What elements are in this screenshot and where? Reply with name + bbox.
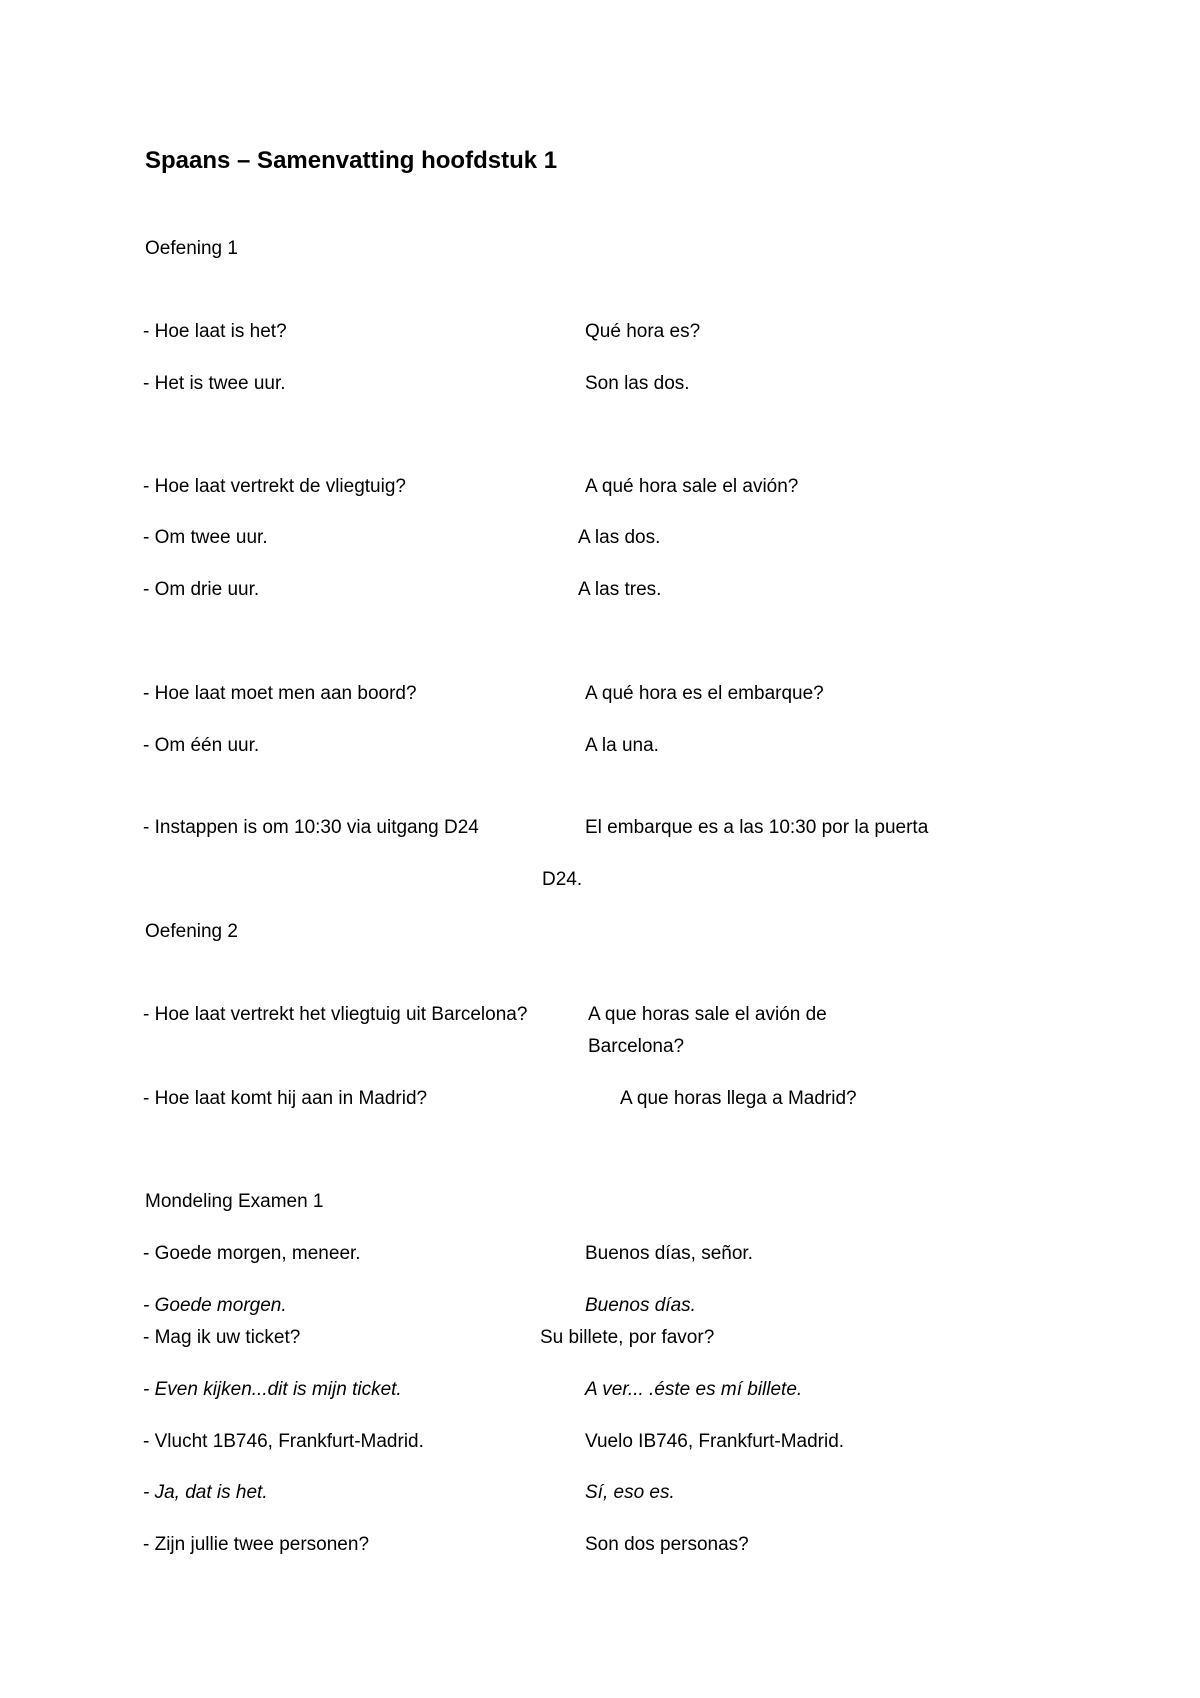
dutch-line: - Hoe laat komt hij aan in Madrid? — [143, 1088, 428, 1109]
spanish-line-continuation: D24. — [542, 869, 583, 890]
section-heading-oefening-2: Oefening 2 — [145, 921, 238, 942]
section-heading-mondeling-examen-1: Mondeling Examen 1 — [145, 1191, 324, 1212]
spanish-line: Buenos días. — [585, 1295, 696, 1316]
spanish-line: A la una. — [585, 735, 659, 756]
spanish-line: A las dos. — [578, 527, 661, 548]
dutch-line: - Om één uur. — [143, 735, 260, 756]
dutch-line: - Ja, dat is het. — [143, 1482, 268, 1503]
dutch-line: - Zijn jullie twee personen? — [143, 1534, 370, 1555]
dutch-line: - Vlucht 1B746, Frankfurt-Madrid. — [143, 1431, 424, 1452]
dutch-line: - Hoe laat vertrekt de vliegtuig? — [143, 476, 406, 497]
spanish-line: A que horas sale el avión de — [588, 1004, 827, 1025]
spanish-line: Sí, eso es. — [585, 1482, 675, 1503]
section-heading-oefening-1: Oefening 1 — [145, 238, 238, 259]
spanish-line: A qué hora sale el avión? — [585, 476, 799, 497]
dutch-line: - Hoe laat vertrekt het vliegtuig uit Barcelona? — [143, 1004, 528, 1025]
spanish-line: El embarque es a las 10:30 por la puerta — [585, 817, 929, 838]
spanish-line: A las tres. — [578, 579, 662, 600]
dutch-line: - Om drie uur. — [143, 579, 260, 600]
spanish-line: Buenos días, señor. — [585, 1243, 753, 1264]
spanish-line: Qué hora es? — [585, 321, 701, 342]
spanish-line: A ver... .éste es mí billete. — [585, 1379, 803, 1400]
dutch-line: - Instappen is om 10:30 via uitgang D24 — [143, 817, 479, 838]
page-title: Spaans – Samenvatting hoofdstuk 1 — [145, 147, 558, 174]
dutch-line: - Het is twee uur. — [143, 373, 286, 394]
dutch-line: - Mag ik uw ticket? — [143, 1327, 301, 1348]
spanish-line: Su billete, por favor? — [540, 1327, 715, 1348]
dutch-line: - Hoe laat moet men aan boord? — [143, 683, 417, 704]
spanish-line: A que horas llega a Madrid? — [620, 1088, 857, 1109]
spanish-line: Son dos personas? — [585, 1534, 749, 1555]
spanish-line-continuation: Barcelona? — [588, 1036, 685, 1057]
dutch-line: - Goede morgen, meneer. — [143, 1243, 361, 1264]
spanish-line: A qué hora es el embarque? — [585, 683, 824, 704]
dutch-line: - Hoe laat is het? — [143, 321, 287, 342]
dutch-line: - Om twee uur. — [143, 527, 268, 548]
dutch-line: - Goede morgen. — [143, 1295, 287, 1316]
spanish-line: Vuelo IB746, Frankfurt-Madrid. — [585, 1431, 845, 1452]
dutch-line: - Even kijken...dit is mijn ticket. — [143, 1379, 402, 1400]
spanish-line: Son las dos. — [585, 373, 690, 394]
